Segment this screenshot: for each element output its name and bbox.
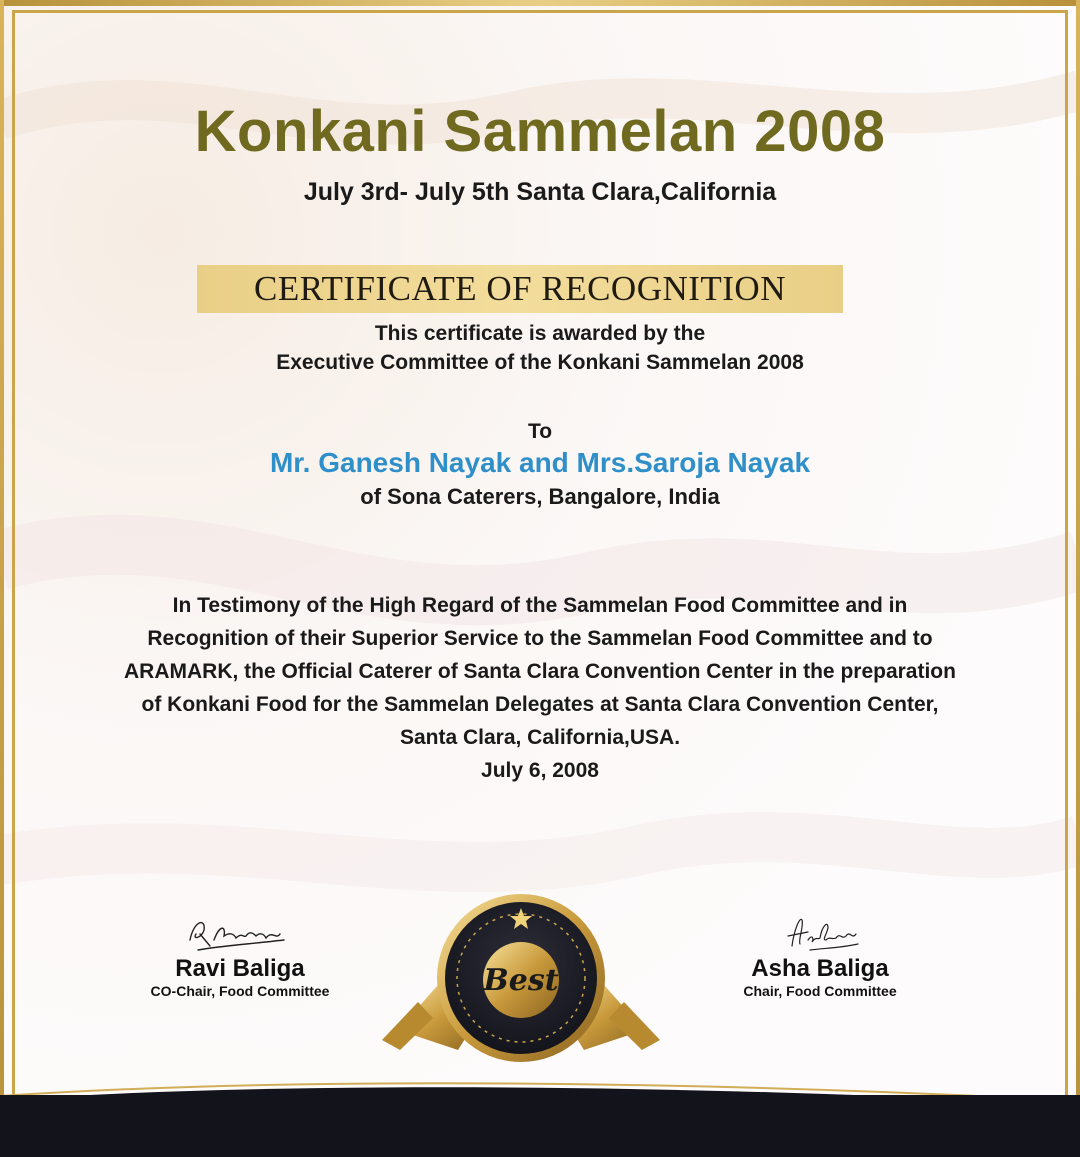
certificate-date: July 6, 2008 [481, 759, 599, 782]
bottom-dark-band [0, 1095, 1080, 1157]
seal-label: Best [483, 963, 559, 998]
handwritten-signature-left [180, 910, 300, 955]
recipient-organization: of Sona Caterers, Bangalore, India [360, 484, 720, 509]
top-gold-border [0, 0, 1080, 6]
to-label: To [527, 420, 553, 443]
testimony-line: In Testimony of the High Regard of the Sammelan Food Committee and in [172, 594, 908, 617]
awarded-by-line-1: This certificate is awarded by the [374, 322, 706, 345]
event-dates-location: July 3rd- July 5th Santa Clara,California [303, 178, 777, 206]
handwritten-signature-right [770, 910, 870, 955]
awarded-by-line-2: Executive Committee of the Konkani Sammelan 2008 [276, 351, 804, 374]
signatory-role-right: Chair, Food Committee [743, 983, 897, 999]
signature-block-right [720, 910, 920, 999]
signatory-role-left: CO-Chair, Food Committee [150, 983, 330, 999]
certificate-banner [197, 265, 843, 313]
recipient-name: Mr. Ganesh Nayak and Mrs.Saroja Nayak [269, 447, 811, 478]
best-seal-icon [378, 890, 664, 1070]
signatory-name-left: Ravi Baliga [175, 955, 305, 982]
left-gold-border [0, 0, 4, 1157]
signatory-name-right: Asha Baliga [751, 955, 889, 982]
certificate-title: Konkani Sammelan 2008 [194, 99, 886, 164]
signature-block-left [140, 910, 340, 999]
right-gold-border [1076, 0, 1080, 1157]
testimony-line: of Konkani Food for the Sammelan Delegates at Santa Clara Convention Center, [141, 693, 939, 716]
testimony-line: Santa Clara, California,USA. [399, 726, 681, 749]
testimony-line: ARAMARK, the Official Caterer of Santa Clara Convention Center in the preparation [124, 660, 956, 683]
testimony-line: Recognition of their Superior Service to the Sammelan Food Committee and to [147, 627, 933, 650]
banner-text: CERTIFICATE OF RECOGNITION [253, 269, 786, 308]
